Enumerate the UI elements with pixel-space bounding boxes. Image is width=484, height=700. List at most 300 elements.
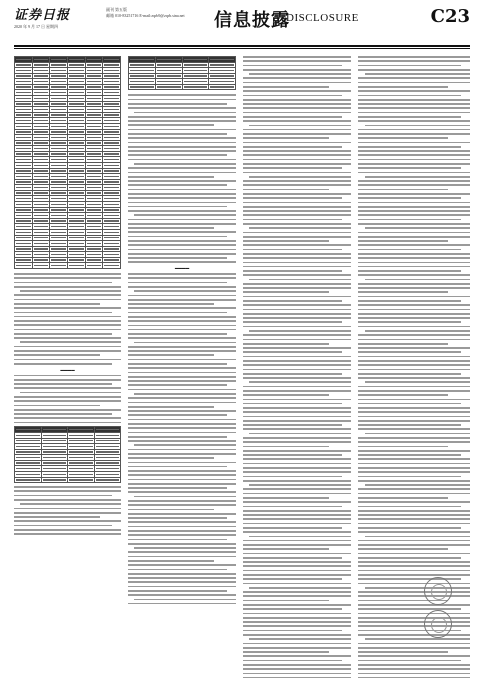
text-line [128,273,236,275]
text-line [243,287,351,289]
text-line [243,373,342,375]
text-line [243,574,351,576]
text-line [128,372,236,374]
text-line [358,570,470,572]
text-line [243,291,329,293]
text-line [243,364,351,366]
text-line [243,112,351,114]
text-line [243,369,351,371]
text-line [128,154,227,156]
text-line [128,325,236,327]
text-line [358,373,461,375]
text-line [128,337,236,339]
text-line [243,476,342,478]
text-line [14,329,121,331]
text-line [128,521,236,523]
text-line [243,578,342,580]
text-line [128,556,236,558]
text-line [358,660,461,662]
text-line [243,274,351,276]
column-3-text-block [243,56,351,678]
text-line [358,531,470,533]
text-line [358,540,470,542]
text-line [243,270,342,272]
text-line [243,583,351,585]
text-line [243,60,351,62]
text-line [358,621,470,623]
text-line [249,125,351,127]
text-line [20,392,121,394]
text-line [358,112,470,114]
text-line [243,197,342,199]
text-line [243,493,351,495]
text-line [243,501,351,503]
text-line [243,154,351,156]
text-line [358,69,470,71]
text-line [134,342,236,344]
circular-seal-icon [424,610,452,638]
text-line [358,129,470,131]
text-line [128,590,227,592]
text-line [358,356,470,358]
text-line [358,270,461,272]
table-cell [50,263,68,269]
text-line [243,454,342,456]
text-line [358,476,461,478]
text-line [14,354,100,356]
text-line [358,274,470,276]
text-line [243,82,351,84]
text-line [128,146,236,148]
text-line [358,159,470,161]
text-line [128,197,236,199]
text-line [358,416,470,418]
text-line [128,389,236,391]
text-line [14,316,121,318]
text-line [128,539,227,541]
text-line [358,553,470,555]
text-line [128,367,236,369]
text-line [128,376,236,378]
text-line [128,299,236,301]
text-line [128,436,227,438]
text-line [243,321,342,323]
text-line [358,326,470,328]
text-line [358,334,470,336]
text-line [358,262,470,264]
newspaper-logo [14,4,104,22]
text-line [128,286,236,288]
text-line [243,651,329,653]
text-line [243,621,351,623]
text-line [358,583,470,585]
text-line [358,411,470,413]
text-line [14,277,121,279]
text-line [358,424,461,426]
text-line [128,94,236,96]
text-line [358,219,461,221]
text-line [128,137,236,139]
text-line [14,486,121,488]
text-line [128,253,236,255]
text-line [134,547,236,549]
text-line [249,536,351,538]
text-line [358,253,470,255]
text-line [243,253,351,255]
text-line [128,530,236,532]
text-line [128,240,236,242]
text-line [358,202,470,204]
text-line [243,471,351,473]
text-line [243,133,351,135]
issue-date: 2020 年 9 月 17 日 星期四 [14,24,58,29]
text-line [358,266,470,268]
table-row [129,84,236,90]
text-line [358,403,461,405]
text-line [358,309,470,311]
text-line [243,625,351,627]
text-line [243,394,329,396]
text-line [128,414,227,416]
text-line [128,193,236,195]
table-cell [209,84,236,90]
table-cell [68,477,95,483]
text-line [358,300,461,302]
text-line [128,333,227,335]
text-line [128,133,227,135]
circular-seal-icon [424,577,452,605]
text-line [243,137,329,139]
text-line [358,184,470,186]
table-cell [85,263,103,269]
text-line [243,159,351,161]
text-line [128,124,214,126]
text-line [128,277,236,279]
text-line [14,529,121,531]
text-line [358,339,470,341]
text-line [243,467,351,469]
text-line [358,99,470,101]
text-line [358,90,470,92]
text-line [14,333,112,335]
text-line [14,282,112,284]
text-line [128,402,236,404]
text-line [358,249,461,251]
text-line [243,326,351,328]
text-line [243,189,329,191]
text-line [243,240,329,242]
text-line [128,354,214,356]
text-line [358,321,461,323]
text-line [243,313,351,315]
text-line [358,386,470,388]
text-line [358,377,470,379]
text-line [358,523,470,525]
text-line [128,470,236,472]
text-line [128,466,227,468]
text-line [358,390,470,392]
text-line [243,630,342,632]
text-line [128,551,236,553]
text-line [358,480,470,482]
text-line [358,565,470,567]
text-line [243,339,351,341]
text-line [243,673,351,675]
text-line [243,351,342,353]
text-line [128,594,236,596]
text-line [243,249,342,251]
text-line [128,577,236,579]
text-line [128,479,236,481]
text-line [365,381,470,383]
text-line [358,291,448,293]
text-line [243,510,351,512]
text-line [128,295,236,297]
text-line [358,107,470,109]
text-line [128,303,214,305]
text-line [358,210,470,212]
text-line [358,369,470,371]
text-line [243,506,342,508]
column-2-section-heading: ▬▬▬▬ [174,266,190,271]
text-line [365,125,470,127]
text-line [128,586,236,588]
text-line [358,604,470,606]
text-line [243,437,351,439]
text-line [243,544,351,546]
text-line [365,484,470,486]
text-line [243,399,351,401]
text-line [134,444,236,446]
text-line [358,146,461,148]
text-line [128,316,236,318]
text-line [128,560,214,562]
text-line [358,493,470,495]
text-line [358,244,470,246]
text-line [243,103,351,105]
text-line [14,307,121,309]
table-cell [67,263,85,269]
text-line [243,86,329,88]
text-line [358,664,470,666]
table-row [15,477,121,483]
text-line [358,56,470,58]
text-line [243,167,342,169]
text-line [358,172,470,174]
text-line [358,317,470,319]
text-line [358,454,461,456]
text-line [358,65,461,67]
text-line [243,334,351,336]
text-line [14,499,121,501]
text-line [134,599,236,601]
financial-table [14,426,121,483]
text-line [128,282,227,284]
text-line [358,150,470,152]
column-2-text-block [128,94,236,263]
text-line [128,159,236,161]
text-line [243,206,351,208]
text-line [128,223,236,225]
text-line [128,227,214,229]
text-line [128,397,236,399]
text-line [358,347,470,349]
text-line [358,617,470,619]
text-line [243,386,351,388]
text-line [243,129,351,131]
column-1-text-block-2 [14,375,121,424]
text-line [243,107,351,109]
text-line [243,232,351,234]
text-line [128,312,227,314]
text-line [128,419,236,421]
text-line [358,82,470,84]
text-line [358,116,461,118]
text-line [128,380,236,382]
text-line [358,527,461,529]
text-line [243,613,351,615]
text-line [243,99,351,101]
text-line [20,503,121,505]
text-line [243,565,351,567]
text-line [128,509,214,511]
text-line [243,570,351,572]
text-line [358,287,470,289]
text-line [128,150,236,152]
text-line [358,313,470,315]
text-line [243,527,342,529]
text-line [134,496,236,498]
text-line [358,557,461,559]
text-line [243,193,351,195]
text-line [14,375,121,377]
text-line [128,320,236,322]
text-line [358,343,448,345]
text-line [14,525,112,527]
text-line [358,561,470,563]
text-line [243,561,351,563]
column-2-table [128,56,236,90]
text-line [358,450,470,452]
column-2-text-block-2 [128,273,236,604]
text-line [128,564,236,566]
text-line [243,309,351,311]
text-line [128,384,227,386]
text-line [243,660,342,662]
table-cell [94,477,121,483]
text-line [128,261,236,263]
text-line [243,488,351,490]
text-line [128,142,236,144]
text-line [358,668,470,670]
text-line [20,341,121,343]
text-line [14,417,121,419]
text-line [243,600,329,602]
text-line [365,227,470,229]
text-line [358,625,470,627]
text-line [128,167,236,169]
text-line [358,394,448,396]
text-line [358,463,470,465]
text-line [358,506,461,508]
text-line [128,517,227,519]
text-line [243,360,351,362]
text-line [358,103,470,105]
article-body [14,56,470,688]
text-line [128,99,236,101]
text-line [358,142,470,144]
text-line [20,290,121,292]
text-line [128,487,227,489]
text-line [243,120,351,122]
text-line [358,467,470,469]
text-line [134,393,236,395]
text-line [358,77,470,79]
text-line [243,591,351,593]
text-line [128,202,236,204]
text-line [358,232,470,234]
text-line [134,214,236,216]
text-line [243,523,351,525]
text-line [128,206,227,208]
text-line [128,474,236,476]
text-line [365,330,470,332]
text-line [14,294,121,296]
text-line [365,638,470,640]
text-line [358,189,448,191]
text-line [358,501,470,503]
text-line [128,346,236,348]
text-line [358,133,470,135]
text-line [14,405,100,407]
text-line [128,569,227,571]
text-line [128,449,236,451]
text-line [243,647,351,649]
text-line [243,116,342,118]
column-1-section-heading: ▬▬▬▬ [60,367,75,372]
text-line [128,423,236,425]
text-line [243,236,351,238]
text-line [14,490,121,492]
text-line [243,142,351,144]
text-line [358,193,470,195]
text-line [128,581,236,583]
text-line [358,214,470,216]
table-cell [155,84,182,90]
text-line [243,446,329,448]
text-line [358,446,448,448]
text-line [358,428,470,430]
text-line [358,634,470,636]
text-line [243,428,351,430]
text-line [358,437,470,439]
text-line [14,409,121,411]
text-line [128,329,236,331]
masthead-rule-thin [14,48,470,49]
securities-table [14,56,121,269]
column-4 [358,56,470,688]
text-line [243,403,342,405]
table-cell [41,477,68,483]
text-line [243,450,351,452]
text-line [249,587,351,589]
text-line [358,257,470,259]
text-line [14,422,121,424]
text-line [358,643,470,645]
text-line [249,279,351,281]
text-line [14,387,121,389]
text-line [358,95,461,97]
